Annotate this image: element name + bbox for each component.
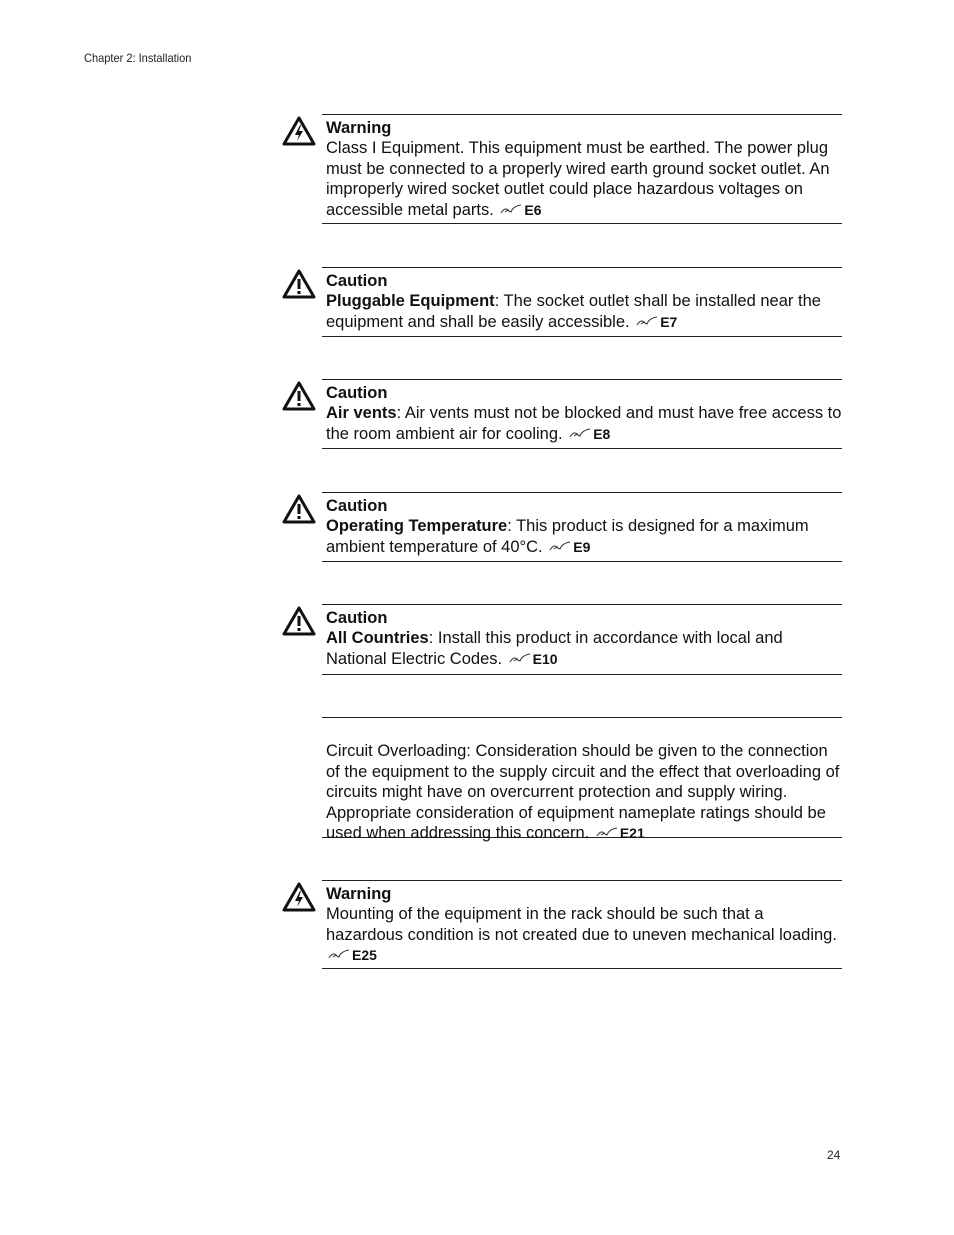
caution-notice-e10: [322, 604, 842, 675]
circuit-overloading-notice-e21: [322, 717, 842, 842]
pointing-hand-icon: [569, 428, 591, 439]
reference-code: E25: [352, 947, 377, 963]
reference: [507, 650, 558, 668]
reference: [547, 538, 590, 556]
notice-lead: All Countries: [326, 629, 429, 647]
reference-code: E10: [532, 650, 558, 667]
notice-body: [326, 904, 842, 966]
notice-body: [326, 516, 842, 557]
notice-body: [326, 403, 842, 444]
reference: [594, 824, 645, 842]
notice-text: : This product is designed for a maximum ambient temperature of 40°C.: [326, 517, 809, 556]
caution-exclamation-icon: [282, 381, 316, 411]
notice-text: : The socket outlet shall be installed near the equipment and shall be easily accessible.: [326, 292, 821, 331]
electric-shock-warning-icon: [282, 882, 316, 912]
notice-text: Mounting of the equipment in the rack should be such that a hazardous condition is not created due to uneven mechanical loading.: [326, 905, 837, 944]
pointing-hand-icon: [636, 316, 658, 327]
pointing-hand-icon: [549, 541, 571, 552]
reference: [567, 425, 610, 443]
notice-title: Warning: [326, 119, 392, 137]
reference-code: E9: [573, 538, 591, 555]
warning-notice-e6: [322, 114, 842, 224]
pointing-hand-icon: [500, 204, 522, 215]
notice-title: Warning: [326, 885, 392, 903]
pointing-hand-icon: [596, 827, 618, 838]
caution-notice-e8: [322, 379, 842, 449]
notice-lead: Air vents: [326, 404, 397, 422]
electric-shock-warning-icon: [282, 116, 316, 146]
reference: [498, 201, 541, 219]
notice-lead: Pluggable Equipment: [326, 292, 495, 310]
notice-body: [326, 741, 842, 844]
notice-title: Caution: [326, 384, 388, 402]
chapter-header: Chapter 2: Installation: [84, 51, 192, 65]
notice-title: Caution: [326, 272, 388, 290]
notice-title: Caution: [326, 497, 388, 515]
reference-code: E21: [619, 825, 645, 841]
notice-text: : Air vents must not be blocked and must have free access to the room ambient air for cooling.: [326, 404, 842, 443]
reference: [634, 313, 677, 331]
pointing-hand-icon: [509, 653, 531, 664]
caution-notice-e7: [322, 267, 842, 337]
notice-lead: Operating Temperature: [326, 517, 508, 535]
caution-notice-e9: [322, 492, 842, 562]
notice-spacer: [326, 721, 842, 741]
reference-code: E8: [593, 425, 611, 442]
pointing-hand-icon: [328, 949, 350, 960]
reference: [326, 946, 377, 964]
warning-notice-e25: [322, 880, 842, 969]
notice-body: [326, 291, 842, 332]
reference-code: E6: [524, 201, 542, 218]
notice-body: [326, 628, 842, 669]
caution-exclamation-icon: [282, 606, 316, 636]
page-number: 24: [827, 1148, 841, 1162]
notice-title: Caution: [326, 609, 388, 627]
caution-exclamation-icon: [282, 269, 316, 299]
reference-code: E7: [660, 313, 678, 330]
notice-text: Circuit Overloading: Consideration should be given to the connection of the equipment to the supply circuit and the effect that overloading of circuits might have on overcurrent protection and supply wiring. Appropriate consideration of equipment nameplate ratings should be used when addressing this concern.: [326, 742, 840, 842]
notice-body: [326, 138, 842, 220]
caution-exclamation-icon: [282, 494, 316, 524]
notice-text: Class I Equipment. This equipment must be earthed. The power plug must be connected to a properly wired earth ground socket outlet. An improperly wired socket outlet could place hazardous voltages on accessible metal parts.: [326, 139, 830, 219]
notice-text: : Install this product in accordance with local and National Electric Codes.: [326, 629, 783, 668]
